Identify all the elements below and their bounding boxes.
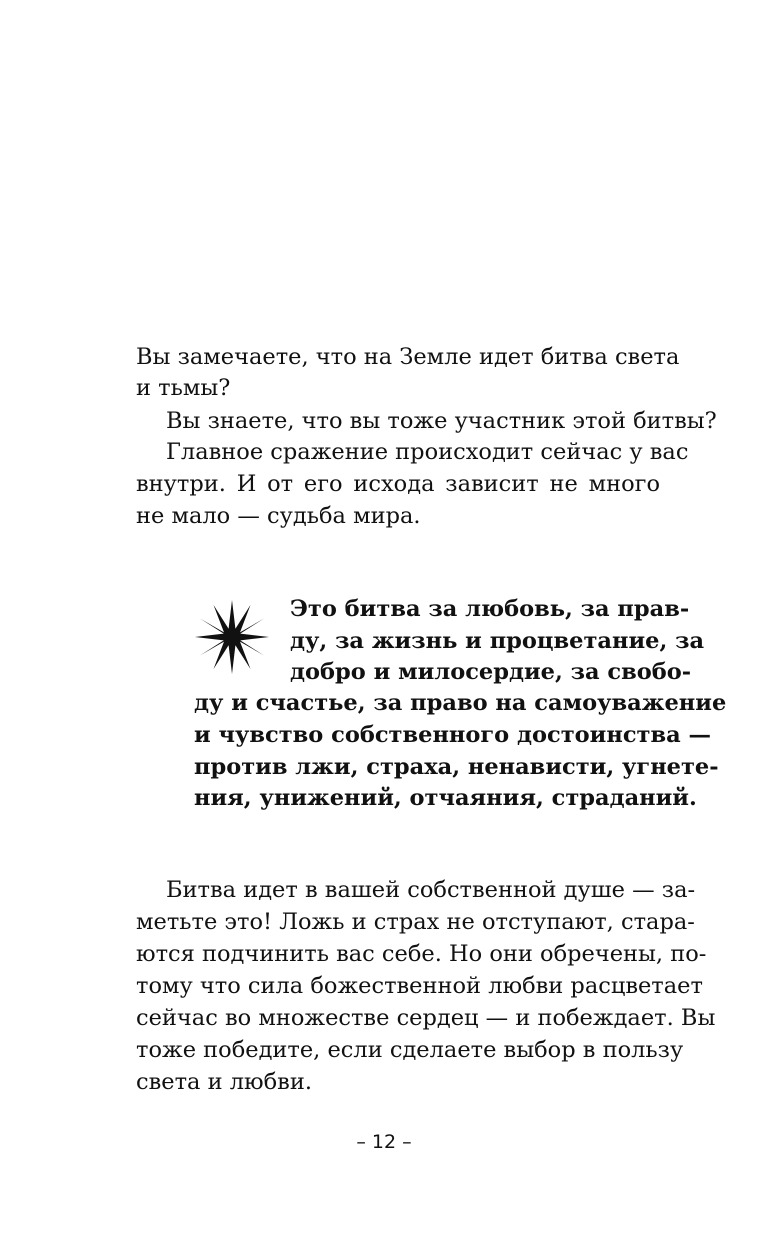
paragraph-4-line-7: света и любви. [136,1069,312,1095]
paragraph-3-line-3: не мало — судьба мира. [136,503,421,529]
paragraph-4-line-6: тоже победите, если сделаете выбор в пользу [136,1037,684,1063]
paragraph-4-line-2: метьте это! Ложь и страх не отступают, стара- [136,909,695,935]
highlight-line-5: и чувство собственного достоинства — [194,722,712,748]
paragraph-1-line-1: Вы замечаете, что на Земле идет битва света [136,344,680,370]
highlight-line-2: ду, за жизнь и процветание, за [290,628,705,654]
paragraph-1-line-2: и тьмы? [136,375,231,401]
paragraph-3-line-2: внутри. И от его исхода зависит не много [136,471,660,497]
paragraph-2-line-1: Вы знаете, что вы тоже участник этой битвы? [166,408,717,434]
star-ornament-icon [193,598,271,676]
highlight-line-3: добро и милосердие, за свобо- [290,659,692,685]
paragraph-4-line-5: сейчас во множестве сердец — и побеждает. Вы [136,1005,716,1031]
highlight-line-6: против лжи, страха, ненависти, угнете- [194,754,719,780]
paragraph-4-line-4: тому что сила божественной любви расцветает [136,973,703,999]
paragraph-3-line-1: Главное сражение происходит сейчас у вас [166,439,689,465]
highlight-line-7: ния, унижений, отчаяния, страданий. [194,785,697,811]
highlight-line-4: ду и счастье, за право на самоуважение [194,690,727,716]
highlight-line-1: Это битва за любовь, за прав- [290,596,690,622]
paragraph-4-line-3: ются подчинить вас себе. Но они обречены, по- [136,941,707,967]
page-number: – 12 – [356,1131,412,1153]
paragraph-4-line-1: Битва идет в вашей собственной душе — за- [166,877,696,903]
